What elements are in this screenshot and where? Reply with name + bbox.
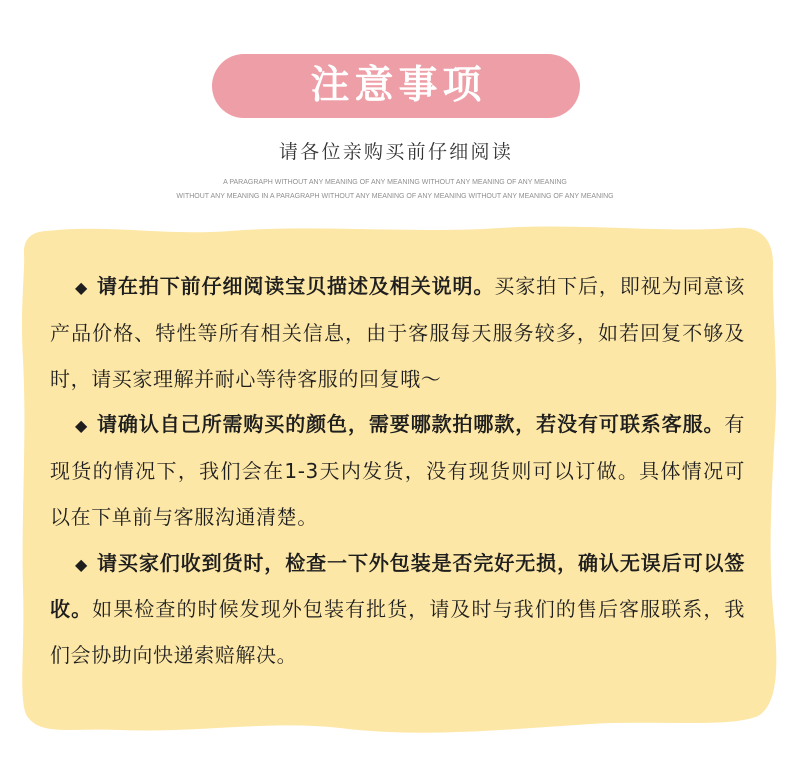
notice-line [50,449,745,495]
notice-body-text: 产品价格、特性等所有相关信息，由于客服每天服务较多，如若回复不够及 [50,320,745,345]
notice-body-text: 买家拍下后，即视为同意该 [494,274,746,298]
notice-line-text [50,449,745,495]
notice-line [50,264,745,311]
notice-body-text: 以在下单前与客服沟通清楚。 [50,504,318,529]
notice-line [50,495,745,541]
fine-print-line: WITHOUT ANY MEANING IN A PARAGRAPH WITHOUT ANY MEANING OF ANY MEANING WITHOUT ANY MEANING OF ANY MEANING [176,193,614,200]
notice-item [50,541,745,679]
notice-body-text: 时，请买家理解并耐心等待客服的回复哦～ [50,366,442,391]
notice-line-text [97,541,745,587]
notice-line-text [50,495,745,541]
page-title: 注意事项 [310,63,487,108]
notice-emphasis-text: 收。 [50,597,93,622]
title-banner [212,54,580,118]
notice-emphasis-text: 请确认自己所需购买的颜色，需要哪款拍哪款，若没有可联系客服。 [97,412,725,437]
notice-line [50,402,745,449]
page-subtitle: 请各位亲购买前仔细阅读 [278,141,514,163]
notice-body-text: 现货的情况下，我们会在1-3天内发货，没有现货则可以订做。具体情况可 [50,459,745,483]
notice-line [50,633,745,679]
notice-body-text: 们会协助向快递索赔解决。 [50,643,298,667]
notice-line-text [97,264,745,310]
fine-print-line: A PARAGRAPH WITHOUT ANY MEANING OF ANY MEANING WITHOUT ANY MEANING OF ANY MEANING [223,179,567,186]
notice-emphasis-text: 请在拍下前仔细阅读宝贝描述及相关说明。 [97,274,495,298]
notice-line [50,541,745,588]
notice-line-text [50,633,745,679]
notice-line-text [50,357,745,403]
notice-list [50,264,745,679]
notice-line-text [97,402,745,448]
notice-line-text [50,587,745,633]
notice-line-text [50,311,745,357]
notice-line [50,587,745,633]
notice-item [50,402,745,540]
diamond-bullet-icon: ◆ [75,278,88,297]
diamond-bullet-icon: ◆ [75,554,88,574]
diamond-bullet-icon: ◆ [75,416,88,436]
notice-item [50,264,745,402]
notice-line [50,357,745,403]
notice-emphasis-text: 请买家们收到货时，检查一下外包装是否完好无损，确认无误后可以签 [97,550,745,575]
notice-body-text: 有 [724,412,745,437]
notice-body-text: 如果检查的时候发现外包装有批货，请及时与我们的售后客服联系，我 [92,597,745,622]
notice-line [50,311,745,357]
